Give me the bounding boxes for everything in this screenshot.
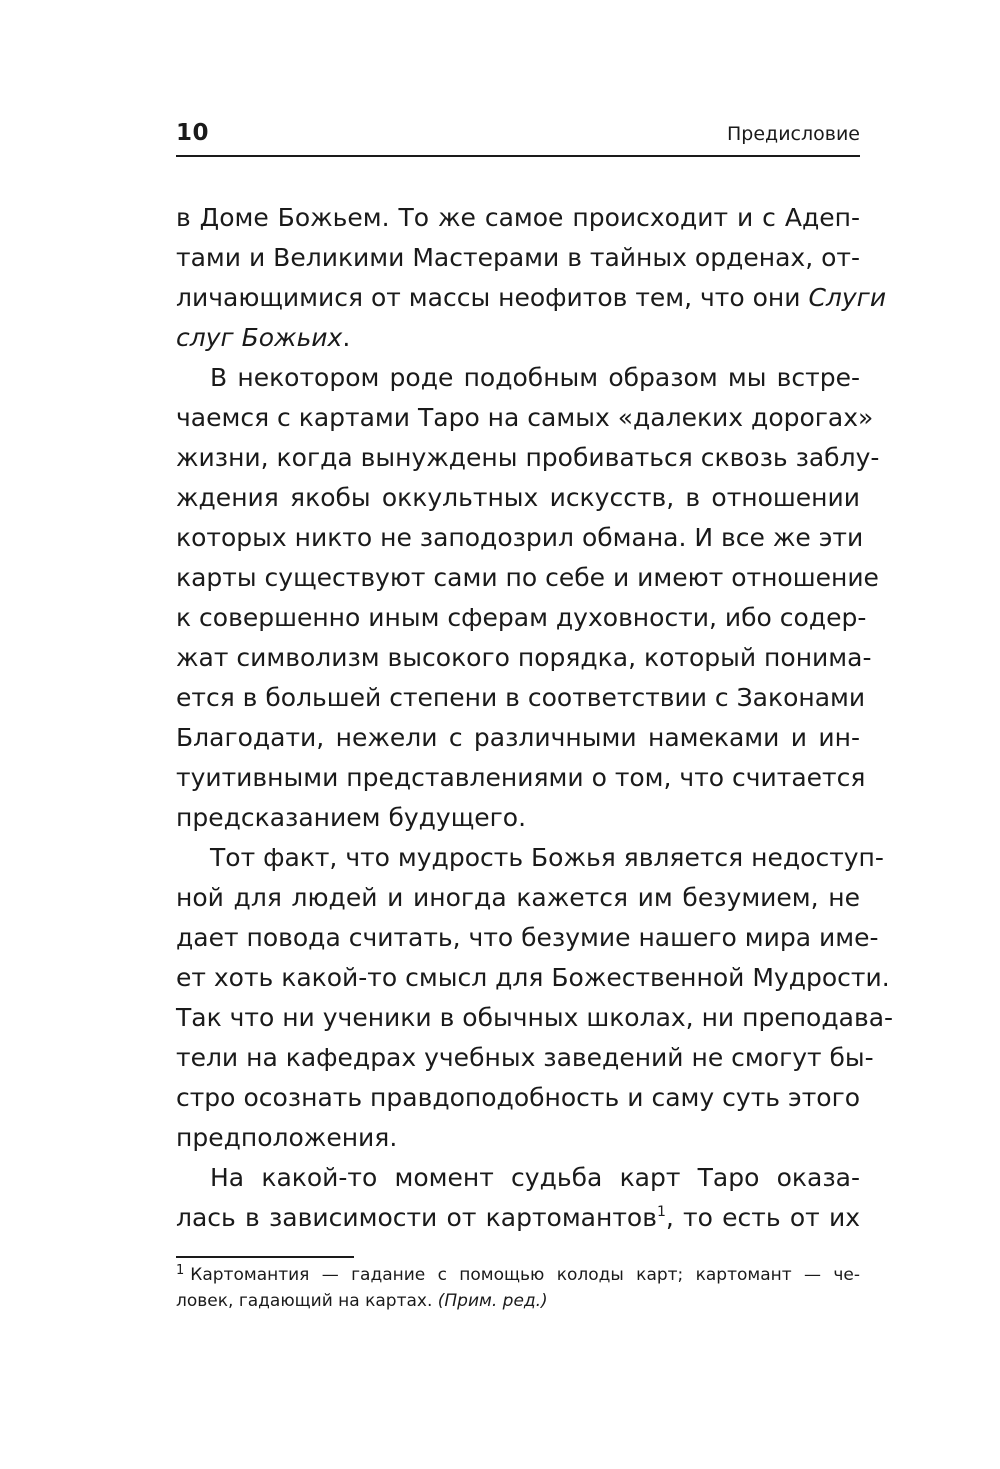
text-fragment: .: [342, 323, 351, 352]
text-line: тами и Великими Мастерами в тайных орденах, от-: [176, 243, 860, 272]
text-fragment: , то есть от их: [665, 1203, 860, 1232]
footnote-text: Картомантия — гадание с помощью колоды карт; картомант — че-: [190, 1265, 860, 1285]
text-line: дает повода считать, что безумие нашего мира име-: [176, 923, 879, 952]
footnote-rule: [176, 1256, 354, 1258]
footnote-reference[interactable]: 1: [656, 1204, 666, 1220]
body-text: [176, 198, 894, 1238]
text-line: стро осознать правдоподобность и саму суть этого: [176, 1083, 860, 1112]
text-line: карты существуют сами по себе и имеют отношение: [176, 563, 879, 592]
text-line: туитивными представлениями о том, что считается: [176, 763, 866, 792]
header-rule: [176, 155, 860, 157]
text-line: [176, 1198, 860, 1238]
footnote-mark: 1: [176, 1263, 185, 1278]
text-line: [176, 278, 887, 318]
text-line: чаемся с картами Таро на самых «далеких дорогах»: [176, 403, 874, 432]
text-line: предположения.: [176, 1123, 398, 1152]
footnote-line: [176, 1288, 860, 1314]
paragraph-first-line: На какой-то момент судьба карт Таро оказа-: [210, 1163, 860, 1192]
text-line: жат символизм высокого порядка, который понима-: [176, 643, 872, 672]
footnote-text: ловек, гадающий на картах.: [176, 1291, 438, 1311]
text-fragment: лась в зависимости от картомантов: [176, 1203, 657, 1232]
paragraph-first-line: Тот факт, что мудрость Божья является недоступ-: [210, 843, 884, 872]
running-head: Предисловие: [727, 123, 860, 145]
page-header: [176, 118, 860, 152]
text-line: [176, 318, 860, 358]
italic-text: слуг Божьих: [176, 323, 343, 352]
footnote-line: [176, 1262, 860, 1288]
text-line: ется в большей степени в соответствии с Законами: [176, 683, 866, 712]
text-line: ной для людей и иногда кажется им безумием, не: [176, 883, 860, 912]
text-line: жизни, когда вынуждены пробиваться сквозь заблу-: [176, 443, 880, 472]
paragraph-first-line: В некотором роде подобным образом мы встре-: [210, 363, 860, 392]
text-line: в Доме Божьем. То же самое происходит и с Адеп-: [176, 203, 860, 232]
text-line: тели на кафедрах учебных заведений не смогут бы-: [176, 1043, 874, 1072]
editor-note: (Прим. ред.): [437, 1291, 548, 1311]
text-line: ждения якобы оккультных искусств, в отношении: [176, 483, 860, 512]
italic-text: Слуги: [808, 283, 887, 312]
book-page: [176, 0, 894, 1469]
text-line: Так что ни ученики в обычных школах, ни преподава-: [176, 1003, 894, 1032]
text-line: ет хоть какой-то смысл для Божественной Мудрости.: [176, 963, 890, 992]
footnote: [176, 1262, 860, 1314]
text-line: к совершенно иным сферам духовности, ибо содер-: [176, 603, 867, 632]
text-line: которых никто не заподозрил обмана. И все же эти: [176, 523, 864, 552]
text-line: предсказанием будущего.: [176, 803, 527, 832]
text-line: Благодати, нежели с различными намеками и ин-: [176, 723, 860, 752]
text-fragment: личающимися от массы неофитов тем, что они: [176, 283, 809, 312]
page-number: 10: [176, 120, 210, 146]
